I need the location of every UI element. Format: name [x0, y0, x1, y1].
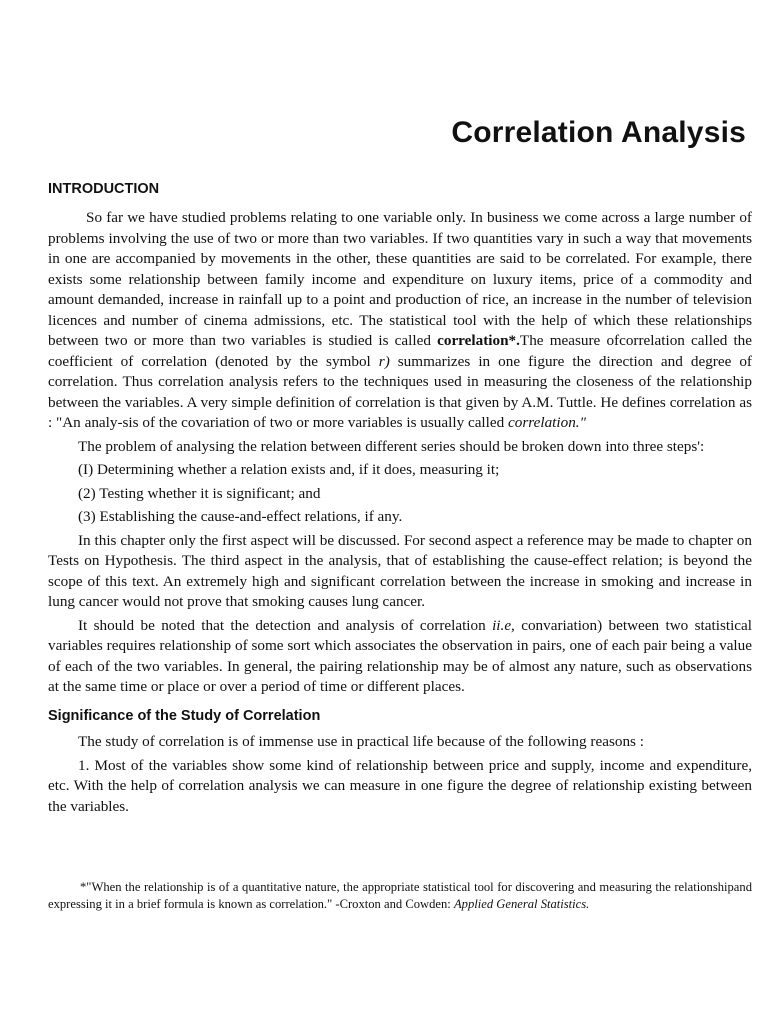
footnote-source: Applied General Statistics. — [453, 897, 590, 911]
paragraph-text: convariation) between two statistical variables requires relationship of some sort which associates the observation in pairs, one of each pair being a value of each of the two variables. In general, the pairing relationship may be of almost any nature, such as observations at the same time or place or over a period of time or different places. — [48, 616, 752, 695]
quoted-term: correlation." — [508, 414, 586, 431]
footnote — [48, 879, 752, 913]
paragraph-significance-intro: The study of correlation is of immense use in practical life because of the following reasons : — [78, 733, 644, 750]
symbol-r: r) — [378, 352, 390, 370]
paragraph-text: summarizes in one figure the direction and degree of correlation. Thus correlation analysis refers to the techniques used in measuring the closeness of the relationship between the variables. A very simple definition of correlation is that given by A.M. Tuttle. He defines correlation as : "An analy-sis of the covariation of two or more variables is usually called — [48, 352, 752, 431]
footnote-text: *"When the relationship is of a quantitative nature, the appropriate statistical tool for discovering and measuring the relationshipand expressing it in a brief formula is known as correlation." -Croxton and Cowden: — [48, 880, 752, 911]
paragraph-pairing — [48, 616, 752, 698]
paragraph-text: It should be noted that the detection and analysis of correlation — [78, 616, 493, 634]
step-item: (I) Determining whether a relation exists and, if it does, measuring it; — [78, 461, 500, 478]
correlation-term: correlation*. — [437, 332, 520, 349]
paragraph-text: So far we have studied problems relating to one variable only. In business we come across a large number of problems involving the use of two or more than two variables. If two quantities vary in such a way that movements in one are accompanied by movements in the other, these quantities are said to be correlated. For example, there exists some relationship between family income and expenditure on luxury items, price of a commodity and amount demanded, increase in rainfall up to a point and production of rice, an increase in the number of television licences and number of cinema admissions, etc. The statistical tool with the help of which these relationships between two or more than two variables is studied is called — [48, 209, 752, 349]
significance-heading: Significance of the Study of Correlation — [48, 707, 321, 724]
paragraph-steps-intro: The problem of analysing the relation between different series should be broken down into three steps': — [78, 437, 705, 455]
paragraph-intro — [48, 208, 752, 434]
step-item: (3) Establishing the cause-and-effect relations, if any. — [78, 508, 403, 525]
body-text — [48, 208, 752, 817]
introduction-heading: INTRODUCTION — [48, 181, 160, 197]
paragraph-text: The measure ofcorrelation called the coefficient of correlation (denoted by the symbol — [48, 332, 752, 370]
page-title: Correlation Analysis — [451, 116, 746, 149]
step-item: (2) Testing whether it is significant; and — [78, 484, 321, 502]
paragraph-reason-1: 1. Most of the variables show some kind of relationship between price and supply, income and expenditure, etc. With the help of correlation analysis we can measure in one figure the degree of relationship existing between the variables. — [48, 756, 752, 815]
ie-abbreviation: ii.e, — [492, 616, 515, 634]
paragraph-scope: In this chapter only the first aspect will be discussed. For second aspect a reference may be made to chapter on Tests on Hypothesis. The third aspect in the analysis, that of establishing the cause-effect relation; is beyond the scope of this text. An extremely high and significant correlation between the increase in smoking and increase in lung cancer would not prove that smoking causes lung cancer. — [48, 531, 752, 610]
